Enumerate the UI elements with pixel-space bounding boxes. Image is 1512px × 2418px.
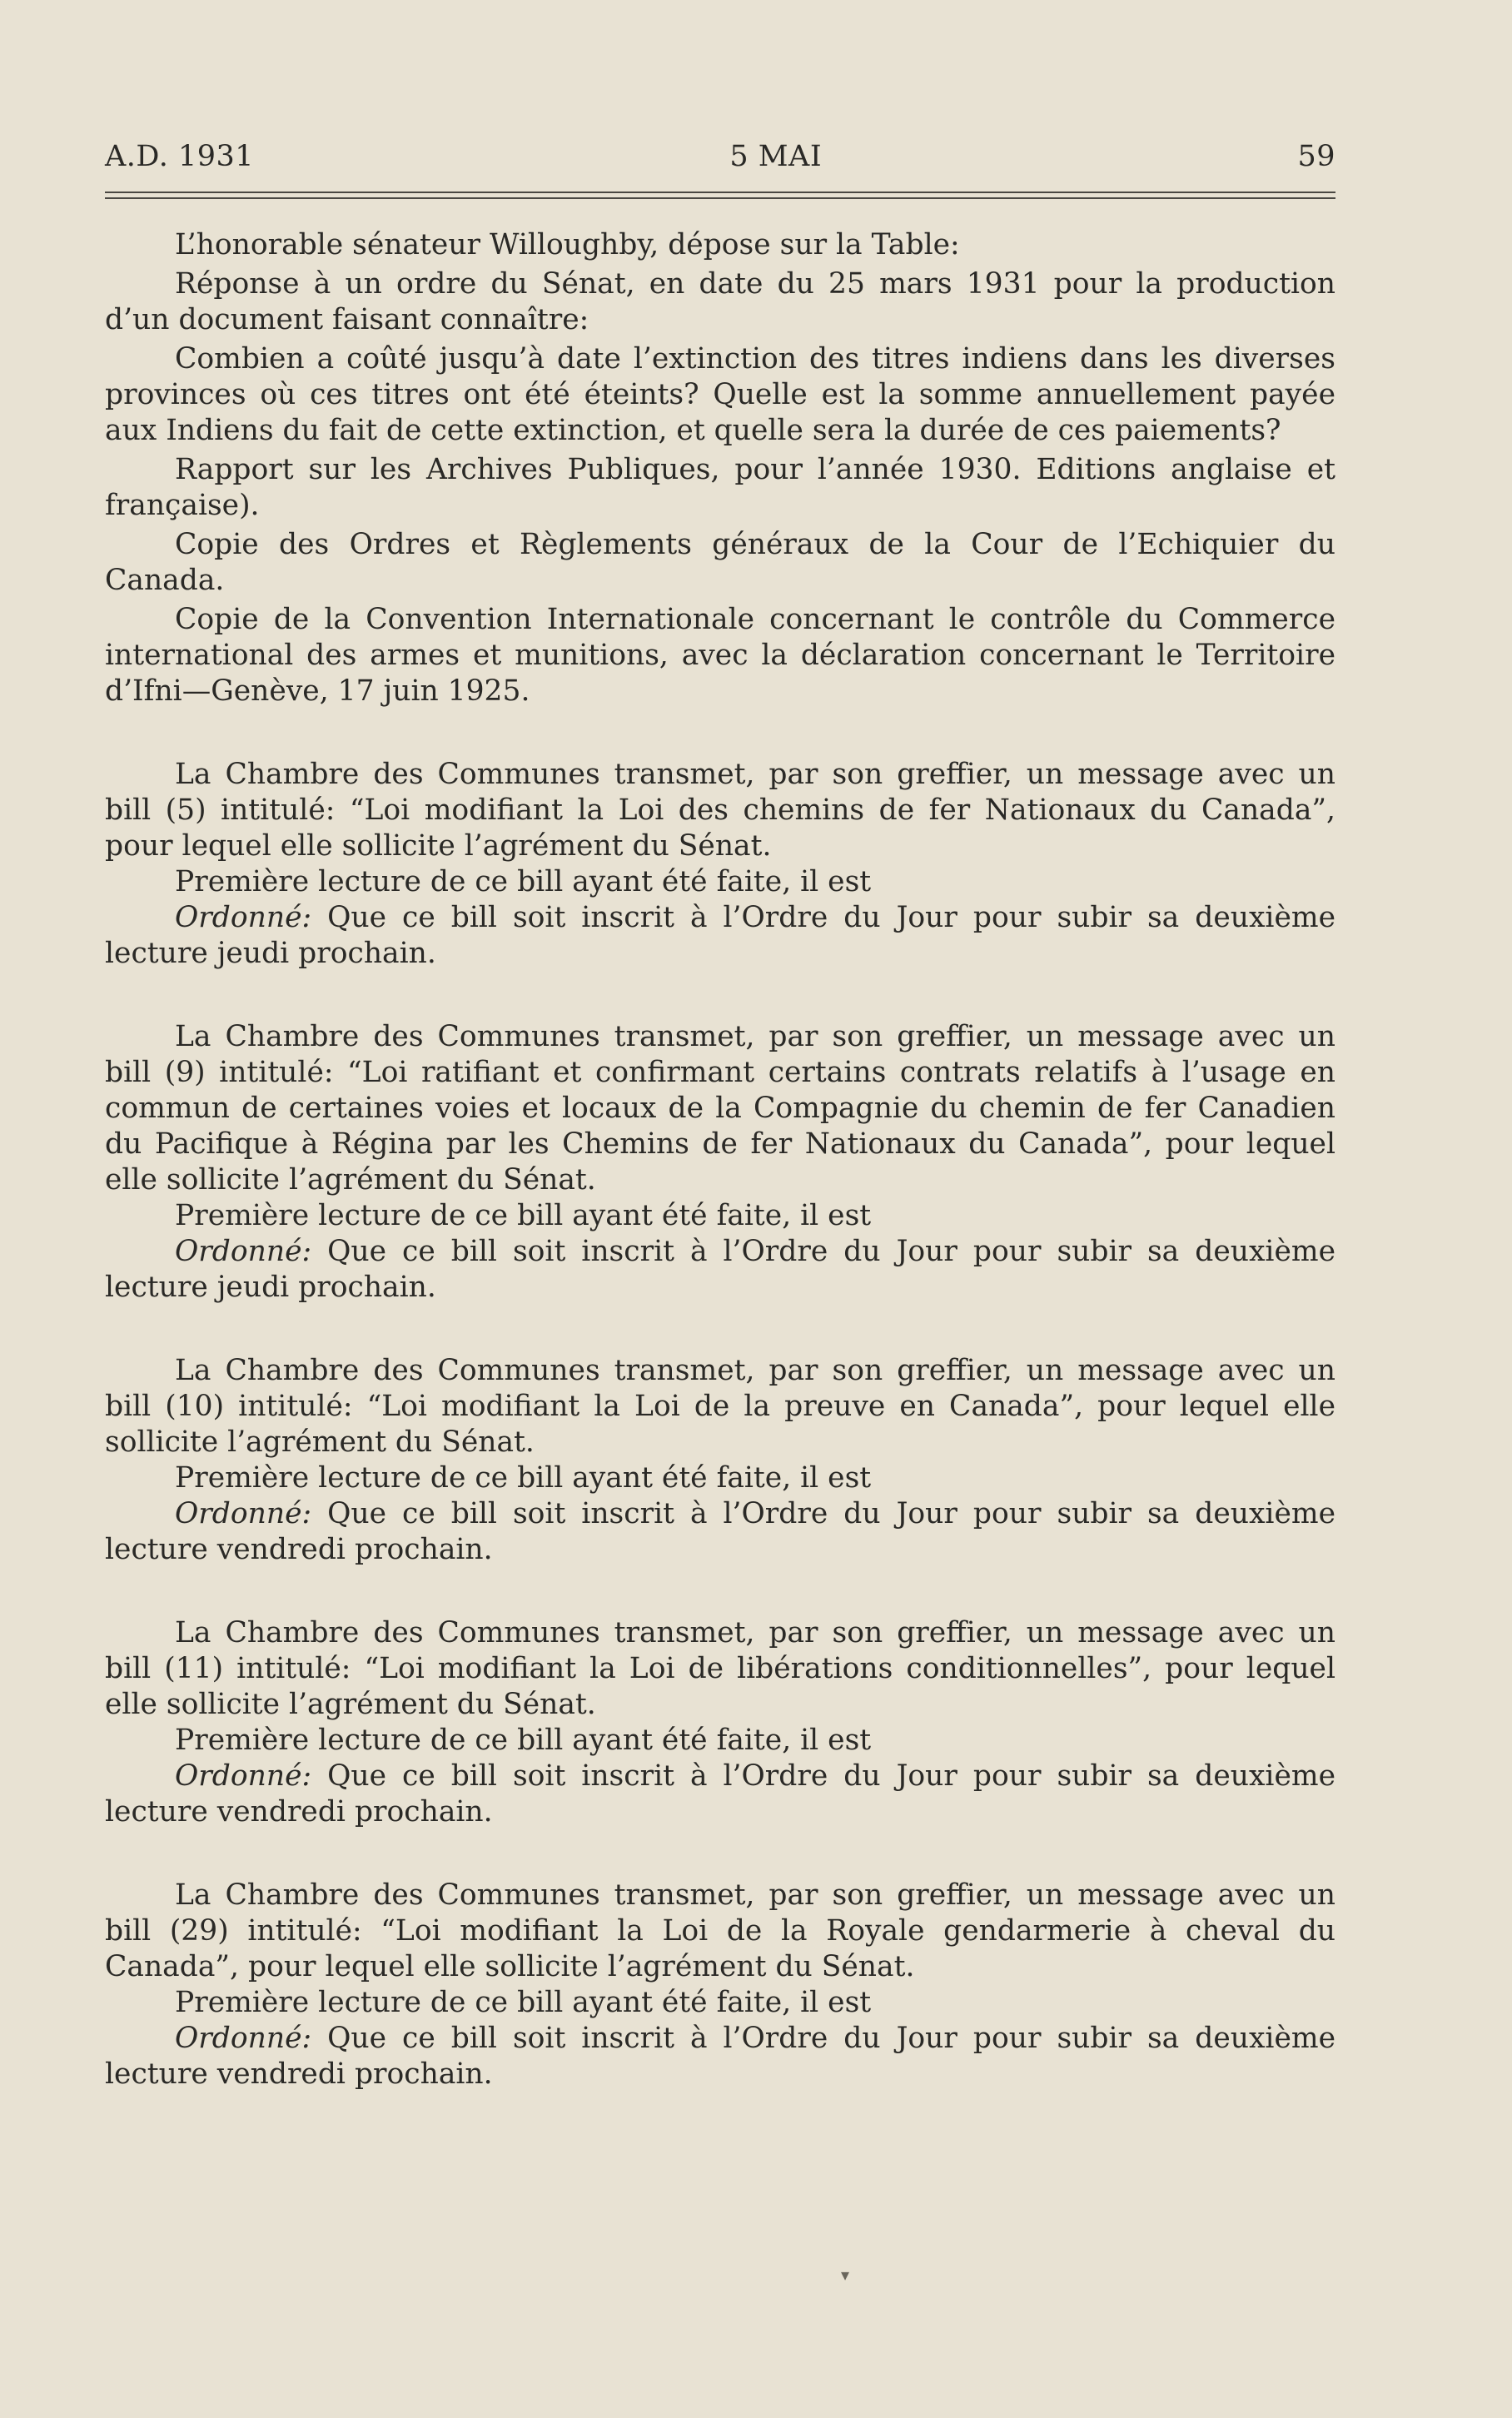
bill-message: La Chambre des Communes transmet, par son greffier, un message avec un bill (11) intitulé: “Loi modifiant la Loi de libérations conditionnelles”, pour lequel elle sollicite l’agrément du Sénat. xyxy=(105,1616,1335,1721)
order-label: Ordonné: xyxy=(175,2022,312,2055)
header-date: 5 MAI xyxy=(729,140,823,173)
order-text: Que ce bill soit inscrit à l’Ordre du Jour pour subir sa deuxième lecture jeudi prochain. xyxy=(105,901,1335,970)
intro-paragraph: Rapport sur les Archives Publiques, pour l’année 1930. Editions anglaise et française). xyxy=(105,453,1335,522)
first-reading: Première lecture de ce bill ayant été faite, il est xyxy=(175,1199,872,1232)
order-paragraph xyxy=(105,1234,1335,1306)
bill-block xyxy=(105,757,1335,972)
bill-block xyxy=(105,1353,1335,1568)
first-reading: Première lecture de ce bill ayant été faite, il est xyxy=(175,1461,872,1495)
bill-message: La Chambre des Communes transmet, par son greffier, un message avec un bill (9) intitulé: “Loi ratifiant et confirmant certains contrats relatifs à l’usage en commun de certaines voies et locaux de la Compagnie du chemin de fer Canadien du Pacifique à Régina par les Chemins de fer Nationaux du Canada”, pour lequel elle sollicite l’agrément du Sénat. xyxy=(105,1020,1335,1197)
header-double-rule xyxy=(105,192,1335,199)
order-text: Que ce bill soit inscrit à l’Ordre du Jour pour subir sa deuxième lecture vendredi prochain. xyxy=(105,2022,1335,2091)
header-year: A.D. 1931 xyxy=(105,140,255,173)
intro-paragraph: L’honorable sénateur Willoughby, dépose sur la Table: xyxy=(175,228,960,261)
intro-paragraph: Réponse à un ordre du Sénat, en date du 25 mars 1931 pour la production d’un document faisant connaître: xyxy=(105,267,1335,336)
order-label: Ordonné: xyxy=(175,901,312,934)
page-header xyxy=(105,140,1335,173)
bill-block xyxy=(105,1615,1335,1830)
order-text: Que ce bill soit inscrit à l’Ordre du Jour pour subir sa deuxième lecture vendredi prochain. xyxy=(105,1497,1335,1566)
intro-paragraph: Copie de la Convention Internationale concernant le contrôle du Commerce international des armes et munitions, avec la déclaration concernant le Territoire d’Ifni—Genève, 17 juin 1925. xyxy=(105,603,1335,708)
order-text: Que ce bill soit inscrit à l’Ordre du Jour pour subir sa deuxième lecture jeudi prochain. xyxy=(105,1235,1335,1304)
order-label: Ordonné: xyxy=(175,1497,312,1530)
order-label: Ordonné: xyxy=(175,1759,312,1793)
order-paragraph xyxy=(105,1496,1335,1568)
first-reading: Première lecture de ce bill ayant été faite, il est xyxy=(175,1724,872,1757)
order-text: Que ce bill soit inscrit à l’Ordre du Jour pour subir sa deuxième lecture vendredi prochain. xyxy=(105,1759,1335,1828)
bill-message: La Chambre des Communes transmet, par son greffier, un message avec un bill (5) intitulé: “Loi modifiant la Loi des chemins de fer Nationaux du Canada”, pour lequel elle sollicite l’agrément du Sénat. xyxy=(105,758,1335,863)
bill-block xyxy=(105,1019,1335,1306)
bill-message: La Chambre des Communes transmet, par son greffier, un message avec un bill (29) intitulé: “Loi modifiant la Loi de la Royale gendarmerie à cheval du Canada”, pour lequel elle sollicite l’agrément du Sénat. xyxy=(105,1878,1335,1983)
order-paragraph xyxy=(105,2021,1335,2092)
order-paragraph xyxy=(105,900,1335,972)
first-reading: Première lecture de ce bill ayant été faite, il est xyxy=(175,1986,872,2019)
first-reading: Première lecture de ce bill ayant été faite, il est xyxy=(175,865,872,898)
intro-paragraph: Combien a coûté jusqu’à date l’extinction des titres indiens dans les diverses provinces où ces titres ont été éteints? Quelle est la somme annuellement payée aux Indiens du fait de cette extinction, et quelle sera la durée de ces paiements? xyxy=(105,342,1335,447)
intro-section xyxy=(105,227,1335,709)
intro-paragraph: Copie des Ordres et Règlements généraux de la Cour de l’Echiquier du Canada. xyxy=(105,528,1335,597)
bill-message: La Chambre des Communes transmet, par son greffier, un message avec un bill (10) intitulé: “Loi modifiant la Loi de la preuve en Canada”, pour lequel elle sollicite l’agrément du Sénat. xyxy=(105,1354,1335,1459)
order-label: Ordonné: xyxy=(175,1235,312,1268)
print-mark: ▾ xyxy=(841,2265,850,2285)
order-paragraph xyxy=(105,1759,1335,1830)
page-number: 59 xyxy=(1297,140,1335,173)
bill-block xyxy=(105,1878,1335,2092)
